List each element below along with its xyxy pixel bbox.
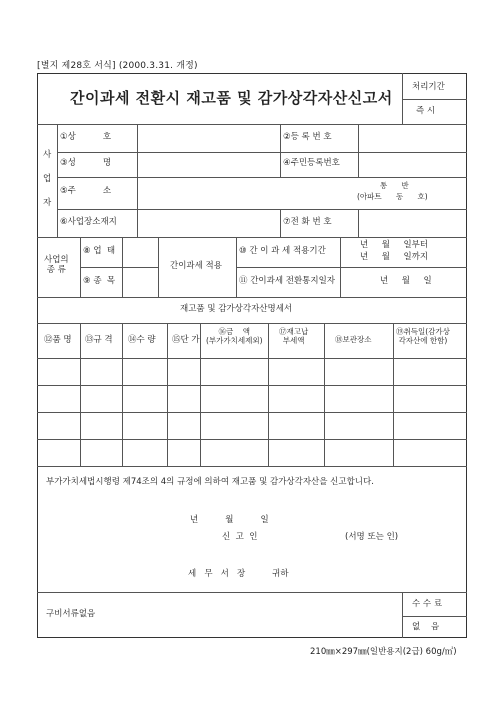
rule [37,466,467,467]
processing-period-value: 즉 시 [416,106,436,116]
rule [137,124,138,177]
statement-caption: 재고품 및 감가상각자산명세서 [180,304,293,314]
rule [122,237,123,297]
rule [402,616,467,617]
column-item-name: ⑫품 명 [44,335,72,345]
column-inventory-tax: ⑰재고납 부세액 [279,327,309,345]
registration-number-label: ②등 록 번 호 [283,132,332,142]
rule [57,152,467,153]
rule [37,124,467,125]
applicant-side-label-3: 자 [43,198,52,208]
column-quantity: ⑭수 량 [128,335,156,345]
rule [340,237,341,297]
trade-name-label: ①상 호 [60,132,112,142]
business-category-label: ⑧ 업 태 [83,246,116,256]
signature-note: (서명 또는 인) [345,532,399,542]
column-amount: ⑯금 액 (부가가치세제외) [206,327,263,345]
rule [137,177,138,209]
rule [236,237,237,297]
form-title: 간이과세 전환시 재고품 및 감가상각자산신고서 [70,89,393,107]
period-from: 년 월 일부터 [360,240,429,250]
rule [358,209,359,237]
column-unit-price: ⑮단 가 [172,335,200,345]
rule [402,99,467,100]
rule [122,323,123,466]
rule [37,323,467,324]
declaration-text: 부가가치세법시행령 제74조의 4의 규정에 의하여 재고품 및 감가상각자산을 신고합니다. [46,477,374,487]
phone-label: ⑦전 화 번 호 [283,217,332,227]
column-acquisition-date: ⑲취득일(감가상 각자산에 한함) [396,327,450,345]
rule [37,385,467,386]
rule [280,124,281,177]
rule [37,358,467,359]
rule [158,237,159,297]
rule [402,592,403,638]
rule [268,323,269,466]
simplified-applied-label: 간이과세 적용 [170,261,222,271]
business-item-label: ⑨ 종 목 [83,276,116,286]
rule [57,177,467,178]
applicant-side-label-1: 사 [43,150,52,160]
name-label: ③성 명 [60,158,112,168]
rule [37,439,467,440]
rule [137,209,138,237]
business-type-label: 사업의 종 류 [44,255,69,275]
address-label: ⑤주 소 [60,186,112,196]
apartment-line-2: (아파트 동 호) [357,192,428,201]
applicant-side-label-2: 업 [43,174,52,184]
date-line: 년 월 일 [190,515,269,525]
rule [280,209,281,237]
column-spec: ⑬규 격 [85,335,113,345]
column-storage: ⑱보관장소 [335,335,372,344]
conversion-notice-label: ⑪ 간이과세 전환통지일자 [239,276,336,286]
apartment-line-1: 통 반 [380,181,409,190]
rule [80,323,81,466]
tax-office-recipient: 세 무 서 장 귀하 [188,569,289,579]
rule [358,124,359,177]
rule [324,323,325,466]
rule [402,73,403,124]
rule [57,124,58,237]
fee-label: 수 수 료 [412,599,443,609]
rule [236,267,467,268]
resident-number-label: ④주민등록번호 [283,158,340,168]
attachments-note: 구비서류없음 [46,609,96,619]
fee-value: 없 음 [412,622,440,632]
applicant-sign-label: 신 고 인 [222,532,258,542]
period-to: 년 월 일까지 [360,252,429,262]
rule [37,297,467,298]
rule [57,209,467,210]
rule [37,237,467,238]
conversion-date: 년 월 일 [380,276,432,286]
rule [37,412,467,413]
rule [80,237,81,297]
rule [80,267,158,268]
paper-spec: 210㎜×297㎜(일반용지(2급) 60g/㎡) [310,647,457,657]
rule [167,323,168,466]
simplified-period-label: ⑩ 간 이 과 세 적용기간 [239,246,326,256]
form-reference: [별지 제28호 서식] (2000.3.31. 개정) [37,61,198,71]
processing-period-label: 처리기간 [412,82,445,92]
business-location-label: ⑥사업장소재지 [60,217,117,227]
rule [200,323,201,466]
rule [393,323,394,466]
